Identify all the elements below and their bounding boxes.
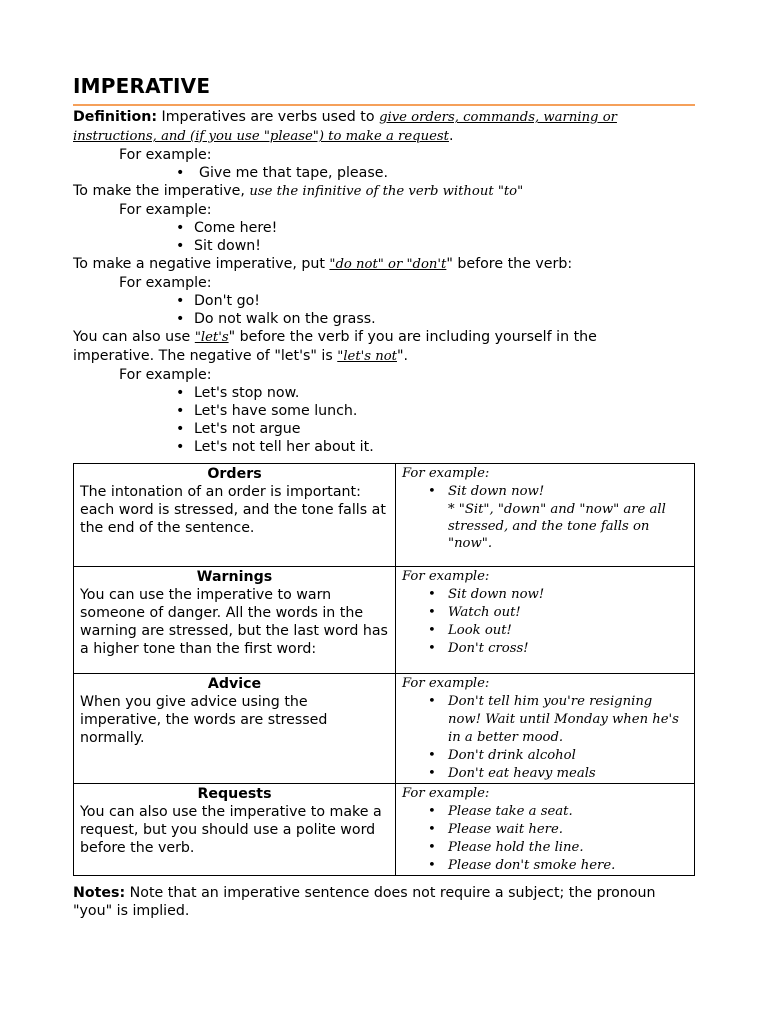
example-list-4 xyxy=(73,384,695,456)
orders-heading: Orders xyxy=(207,466,262,482)
definition-label: Definition: xyxy=(73,109,158,125)
warnings-heading: Warnings xyxy=(196,569,273,585)
title-underline-rule xyxy=(73,104,695,106)
list-item: • Let's stop now. xyxy=(73,384,695,402)
requests-heading: Requests xyxy=(197,786,272,802)
list-item: • Let's not tell her about it. xyxy=(73,438,695,456)
list-item: • Sit down now! xyxy=(402,483,688,501)
warnings-description-cell xyxy=(74,567,396,674)
table-row-requests xyxy=(74,784,695,876)
lets-text-4: ". xyxy=(396,348,409,364)
orders-note: * "Sit", "down" and "now" are all stressed, and the tone falls on "now". xyxy=(448,502,666,551)
lets-emphasis-2: "let's not xyxy=(337,349,397,364)
for-example-label: For example: xyxy=(119,147,212,163)
orders-example-label: For example: xyxy=(402,466,490,481)
advice-example-list xyxy=(402,693,688,783)
example-list-1 xyxy=(73,164,695,182)
lets-text-1: You can also use xyxy=(73,329,195,345)
list-item: • Sit down! xyxy=(73,237,695,255)
definition-text: Imperatives are verbs used to xyxy=(157,109,380,125)
warnings-example-list xyxy=(402,586,688,658)
make-emphasis: use the infinitive of the verb without "to" xyxy=(249,184,524,199)
lets-emphasis-1: "let's xyxy=(194,330,229,345)
requests-example-cell xyxy=(396,784,695,876)
lets-text-2: " before the verb if you are including yourself in the xyxy=(228,329,597,345)
orders-example-list xyxy=(402,483,688,501)
notes-paragraph xyxy=(73,884,695,920)
advice-description-cell xyxy=(74,674,396,784)
list-item: • Please don't smoke here. xyxy=(402,857,688,875)
list-item: • Sit down now! xyxy=(402,586,688,604)
requests-body: You can also use the imperative to make a request, but you should use a polite word before the verb. xyxy=(80,804,382,856)
advice-heading: Advice xyxy=(207,676,262,692)
definition-end: . xyxy=(448,128,454,144)
list-item: • Don't go! xyxy=(73,292,695,310)
example-list-2 xyxy=(73,219,695,255)
lets-text-3: imperative. The negative of "let's" is xyxy=(73,348,338,364)
table-row-advice xyxy=(74,674,695,784)
advice-example-label: For example: xyxy=(402,676,490,691)
negative-imperative-paragraph xyxy=(73,255,695,274)
list-item: • Don't tell him you're resigning now! Wait until Monday when he's in a better mood. xyxy=(402,693,688,747)
definition-emphasis-1: give orders, commands, warning or xyxy=(379,110,617,125)
definition-paragraph xyxy=(73,108,695,146)
for-example-label: For example: xyxy=(119,367,212,383)
requests-description-cell xyxy=(74,784,396,876)
table-row-warnings xyxy=(74,567,695,674)
list-item: • Let's not argue xyxy=(73,420,695,438)
document-body xyxy=(73,72,695,456)
orders-example-cell xyxy=(396,464,695,567)
list-item: • Let's have some lunch. xyxy=(73,402,695,420)
list-item: • Give me that tape, please. xyxy=(73,164,695,182)
orders-description-cell xyxy=(74,464,396,567)
advice-body: When you give advice using the imperative, the words are stressed normally. xyxy=(80,694,328,746)
negative-end: " before the verb: xyxy=(446,256,573,272)
make-text: To make the imperative, xyxy=(73,183,250,199)
list-item: • Look out! xyxy=(402,622,688,640)
table-row-orders xyxy=(74,464,695,567)
list-item: • Don't eat heavy meals xyxy=(402,765,688,783)
list-item: • Don't cross! xyxy=(402,640,688,658)
make-imperative-paragraph xyxy=(73,182,695,201)
orders-body: The intonation of an order is important: each word is stressed, and the tone falls at the end of the sentence. xyxy=(80,484,386,536)
page-title: IMPERATIVE xyxy=(73,74,211,98)
requests-example-list xyxy=(402,803,688,875)
advice-example-cell xyxy=(396,674,695,784)
for-example-label: For example: xyxy=(119,202,212,218)
list-item: • Do not walk on the grass. xyxy=(73,310,695,328)
list-item: • Come here! xyxy=(73,219,695,237)
warnings-example-label: For example: xyxy=(402,569,490,584)
imperative-types-table xyxy=(73,463,695,876)
negative-text: To make a negative imperative, put xyxy=(73,256,330,272)
list-item: • Don't drink alcohol xyxy=(402,747,688,765)
requests-example-label: For example: xyxy=(402,786,490,801)
example-list-3 xyxy=(73,292,695,328)
lets-paragraph xyxy=(73,328,695,366)
definition-emphasis-2: instructions, and (if you use "please") to make a request xyxy=(73,129,449,144)
negative-emphasis: "do not" or "don't xyxy=(329,257,447,272)
notes-text: Note that an imperative sentence does not require a subject; the pronoun "you" is implied. xyxy=(73,885,656,919)
list-item: • Please wait here. xyxy=(402,821,688,839)
for-example-label: For example: xyxy=(119,275,212,291)
list-item: • Please take a seat. xyxy=(402,803,688,821)
list-item: • Please hold the line. xyxy=(402,839,688,857)
list-item: • Watch out! xyxy=(402,604,688,622)
warnings-body: You can use the imperative to warn someone of danger. All the words in the warning are stressed, but the last word has a higher tone than the first word: xyxy=(80,587,388,657)
notes-label: Notes: xyxy=(73,885,126,901)
warnings-example-cell xyxy=(396,567,695,674)
